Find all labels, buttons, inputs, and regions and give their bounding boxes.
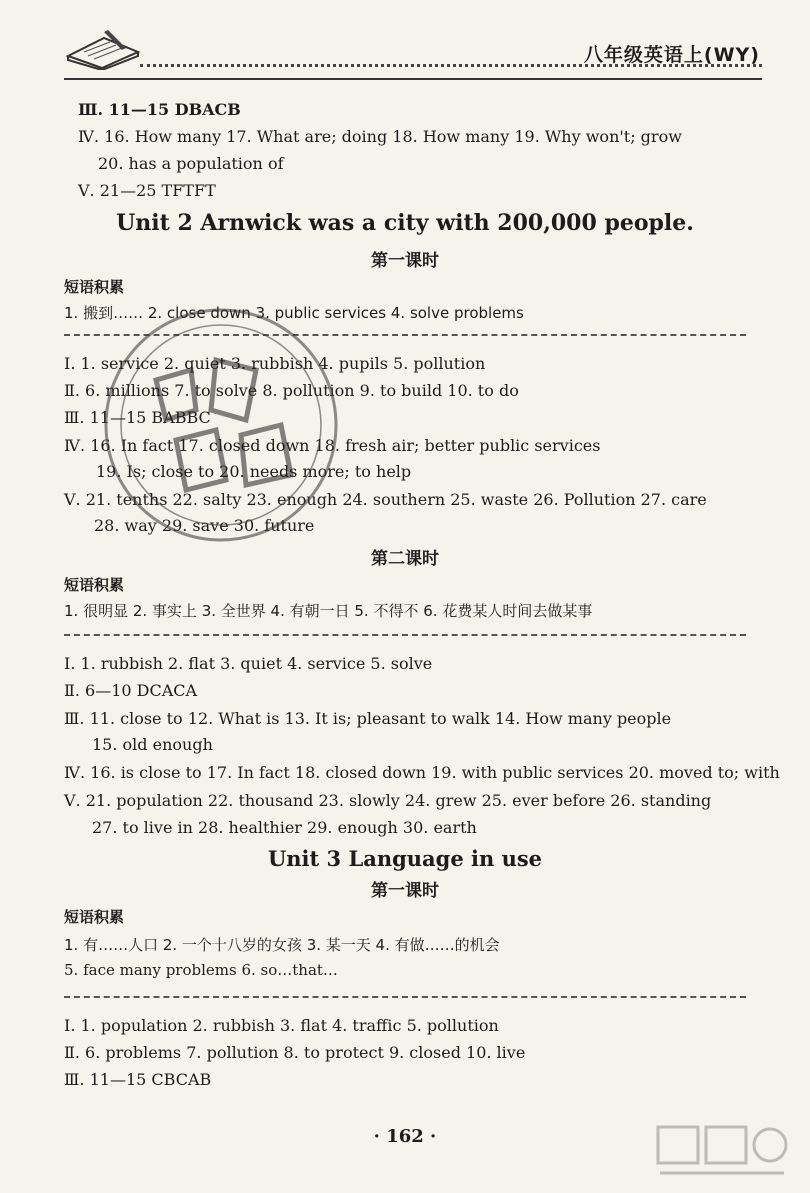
- answer-line: Ⅱ. 6. problems 7. pollution 8. to protect 9. closed 10. live: [64, 1043, 526, 1062]
- unit-3-title: Unit 3 Language in use: [267, 846, 543, 871]
- phrase-line: 1. 很明显 2. 事实上 3. 全世界 4. 有朝一日 5. 不得不 6. 花费某人时间去做某事: [64, 602, 593, 620]
- answer-line: Ⅰ. 1. population 2. rubbish 3. flat 4. traffic 5. pollution: [64, 1016, 499, 1035]
- dashed-divider: [64, 634, 746, 636]
- answer-line: Ⅴ. 21. tenths 22. salty 23. enough 24. southern 25. waste 26. Pollution 27. care: [64, 490, 707, 509]
- answer-line: Ⅰ. 1. service 2. quiet 3. rubbish 4. pupils 5. pollution: [64, 354, 486, 373]
- phrase-line: 5. face many problems 6. so…that…: [64, 961, 338, 979]
- answer-line: Ⅳ. 16. How many 17. What are; doing 18. How many 19. Why won't; grow: [78, 127, 682, 146]
- answer-line: Ⅳ. 16. is close to 17. In fact 18. closed down 19. with public services 20. moved to; with: [64, 763, 780, 782]
- answer-line: Ⅱ. 6—10 DCACA: [64, 681, 198, 700]
- answer-line: Ⅲ. 11—15 CBCAB: [64, 1070, 212, 1089]
- answer-line: Ⅴ. 21—25 TFTFT: [78, 181, 216, 200]
- header-rule: [64, 78, 762, 80]
- watermark-logo-icon: [652, 1121, 792, 1181]
- answer-line: 15. old enough: [92, 735, 213, 754]
- answer-line: 27. to live in 28. healthier 29. enough 30. earth: [92, 818, 477, 837]
- answer-line: Ⅱ. 6. millions 7. to solve 8. pollution 9. to build 10. to do: [64, 381, 519, 400]
- unit-2-title: Unit 2 Arnwick was a city with 200,000 people.: [116, 210, 694, 236]
- phrase-line: 1. 搬到…… 2. close down 3. public services 4. solve problems: [64, 304, 524, 322]
- book-pen-logo-icon: [64, 26, 142, 70]
- phrase-heading: 短语积累: [64, 278, 125, 296]
- circular-stamp-icon: [96, 300, 346, 550]
- answer-line: 20. has a population of: [98, 154, 284, 173]
- dashed-divider: [64, 996, 746, 998]
- answer-line: Ⅲ. 11—15 DBACB: [78, 100, 241, 119]
- answer-line: Ⅴ. 21. population 22. thousand 23. slowly 24. grew 25. ever before 26. standing: [64, 791, 712, 810]
- unit-2-lesson-2-title: 第二课时: [371, 549, 439, 569]
- phrase-heading: 短语积累: [64, 576, 125, 594]
- book-title: 八年级英语上(WY): [583, 44, 760, 66]
- unit-2-lesson-1-title: 第一课时: [371, 251, 439, 271]
- answer-line: Ⅲ. 11—15 BABBC: [64, 408, 211, 427]
- page-number: · 162 ·: [373, 1126, 437, 1147]
- unit-3-lesson-1-title: 第一课时: [371, 881, 439, 901]
- answer-line: Ⅳ. 16. In fact 17. closed down 18. fresh air; better public services: [64, 436, 601, 455]
- answer-line: 28. way 29. save 30. future: [94, 516, 315, 535]
- phrase-heading: 短语积累: [64, 908, 125, 926]
- answer-line: Ⅰ. 1. rubbish 2. flat 3. quiet 4. service 5. solve: [64, 654, 433, 673]
- phrase-line: 1. 有……人口 2. 一个十八岁的女孩 3. 某一天 4. 有做……的机会: [64, 936, 500, 954]
- answer-line: 19. Is; close to 20. needs more; to help: [96, 462, 412, 481]
- answer-line: Ⅲ. 11. close to 12. What is 13. It is; pleasant to walk 14. How many people: [64, 709, 672, 728]
